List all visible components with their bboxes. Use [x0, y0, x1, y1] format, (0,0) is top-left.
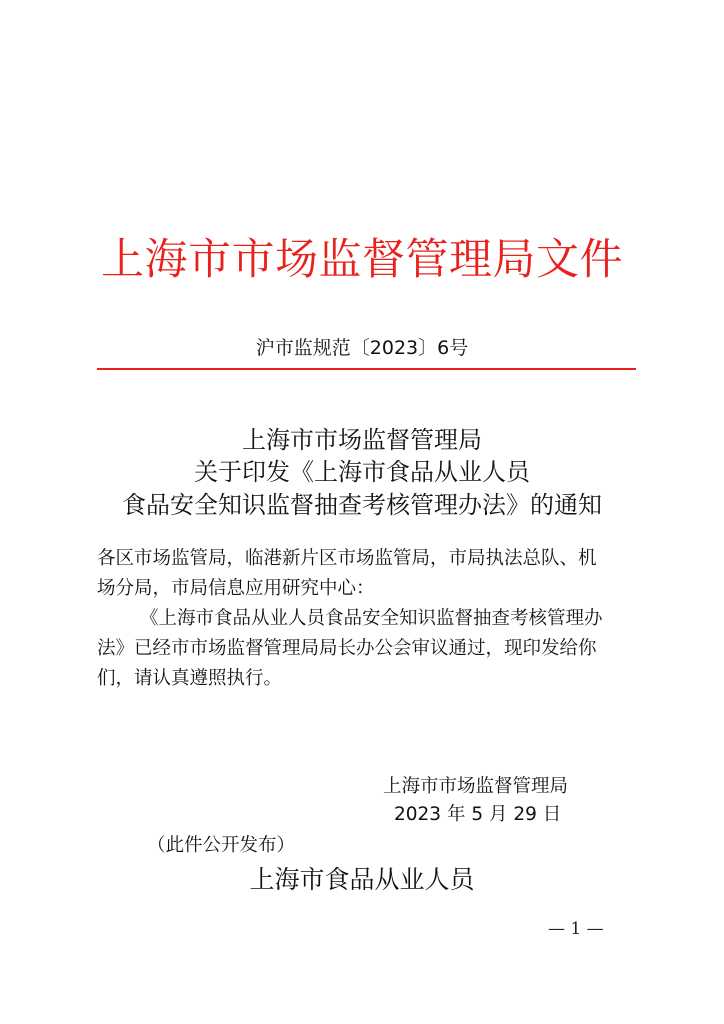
notice-title-line-2: 关于印发《上海市食品从业人员	[194, 458, 530, 486]
body-text-line: 《上海市食品从业人员食品安全知识监督抽查考核管理办	[140, 608, 603, 629]
body-text-line: 们，请认真遵照执行。	[97, 668, 283, 689]
page-number: — 1 —	[548, 919, 604, 939]
signature-date: 2023 年 5 月 29 日	[394, 804, 562, 825]
header-divider-line	[97, 368, 636, 370]
body-text-line: 场分局，市局信息应用研究中心：	[97, 578, 375, 599]
attachment-heading: 上海市食品从业人员	[249, 865, 475, 894]
notice-title-line-1: 上海市市场监督管理局	[242, 426, 482, 454]
signature-organization: 上海市市场监督管理局	[383, 776, 569, 797]
body-text-line: 法》已经市市场监督管理局局长办公会审议通过，现印发给你	[97, 638, 597, 659]
document-number: 沪市监规范〔2023〕6号	[255, 337, 469, 359]
document-header-title: 上海市市场监督管理局文件	[101, 235, 623, 285]
notice-title-line-3: 食品安全知识监督抽查考核管理办法》的通知	[122, 491, 602, 519]
disclosure-note: （此件公开发布）	[147, 835, 296, 856]
body-text-line: 各区市场监管局，临港新片区市场监管局，市局执法总队、机	[97, 548, 597, 569]
